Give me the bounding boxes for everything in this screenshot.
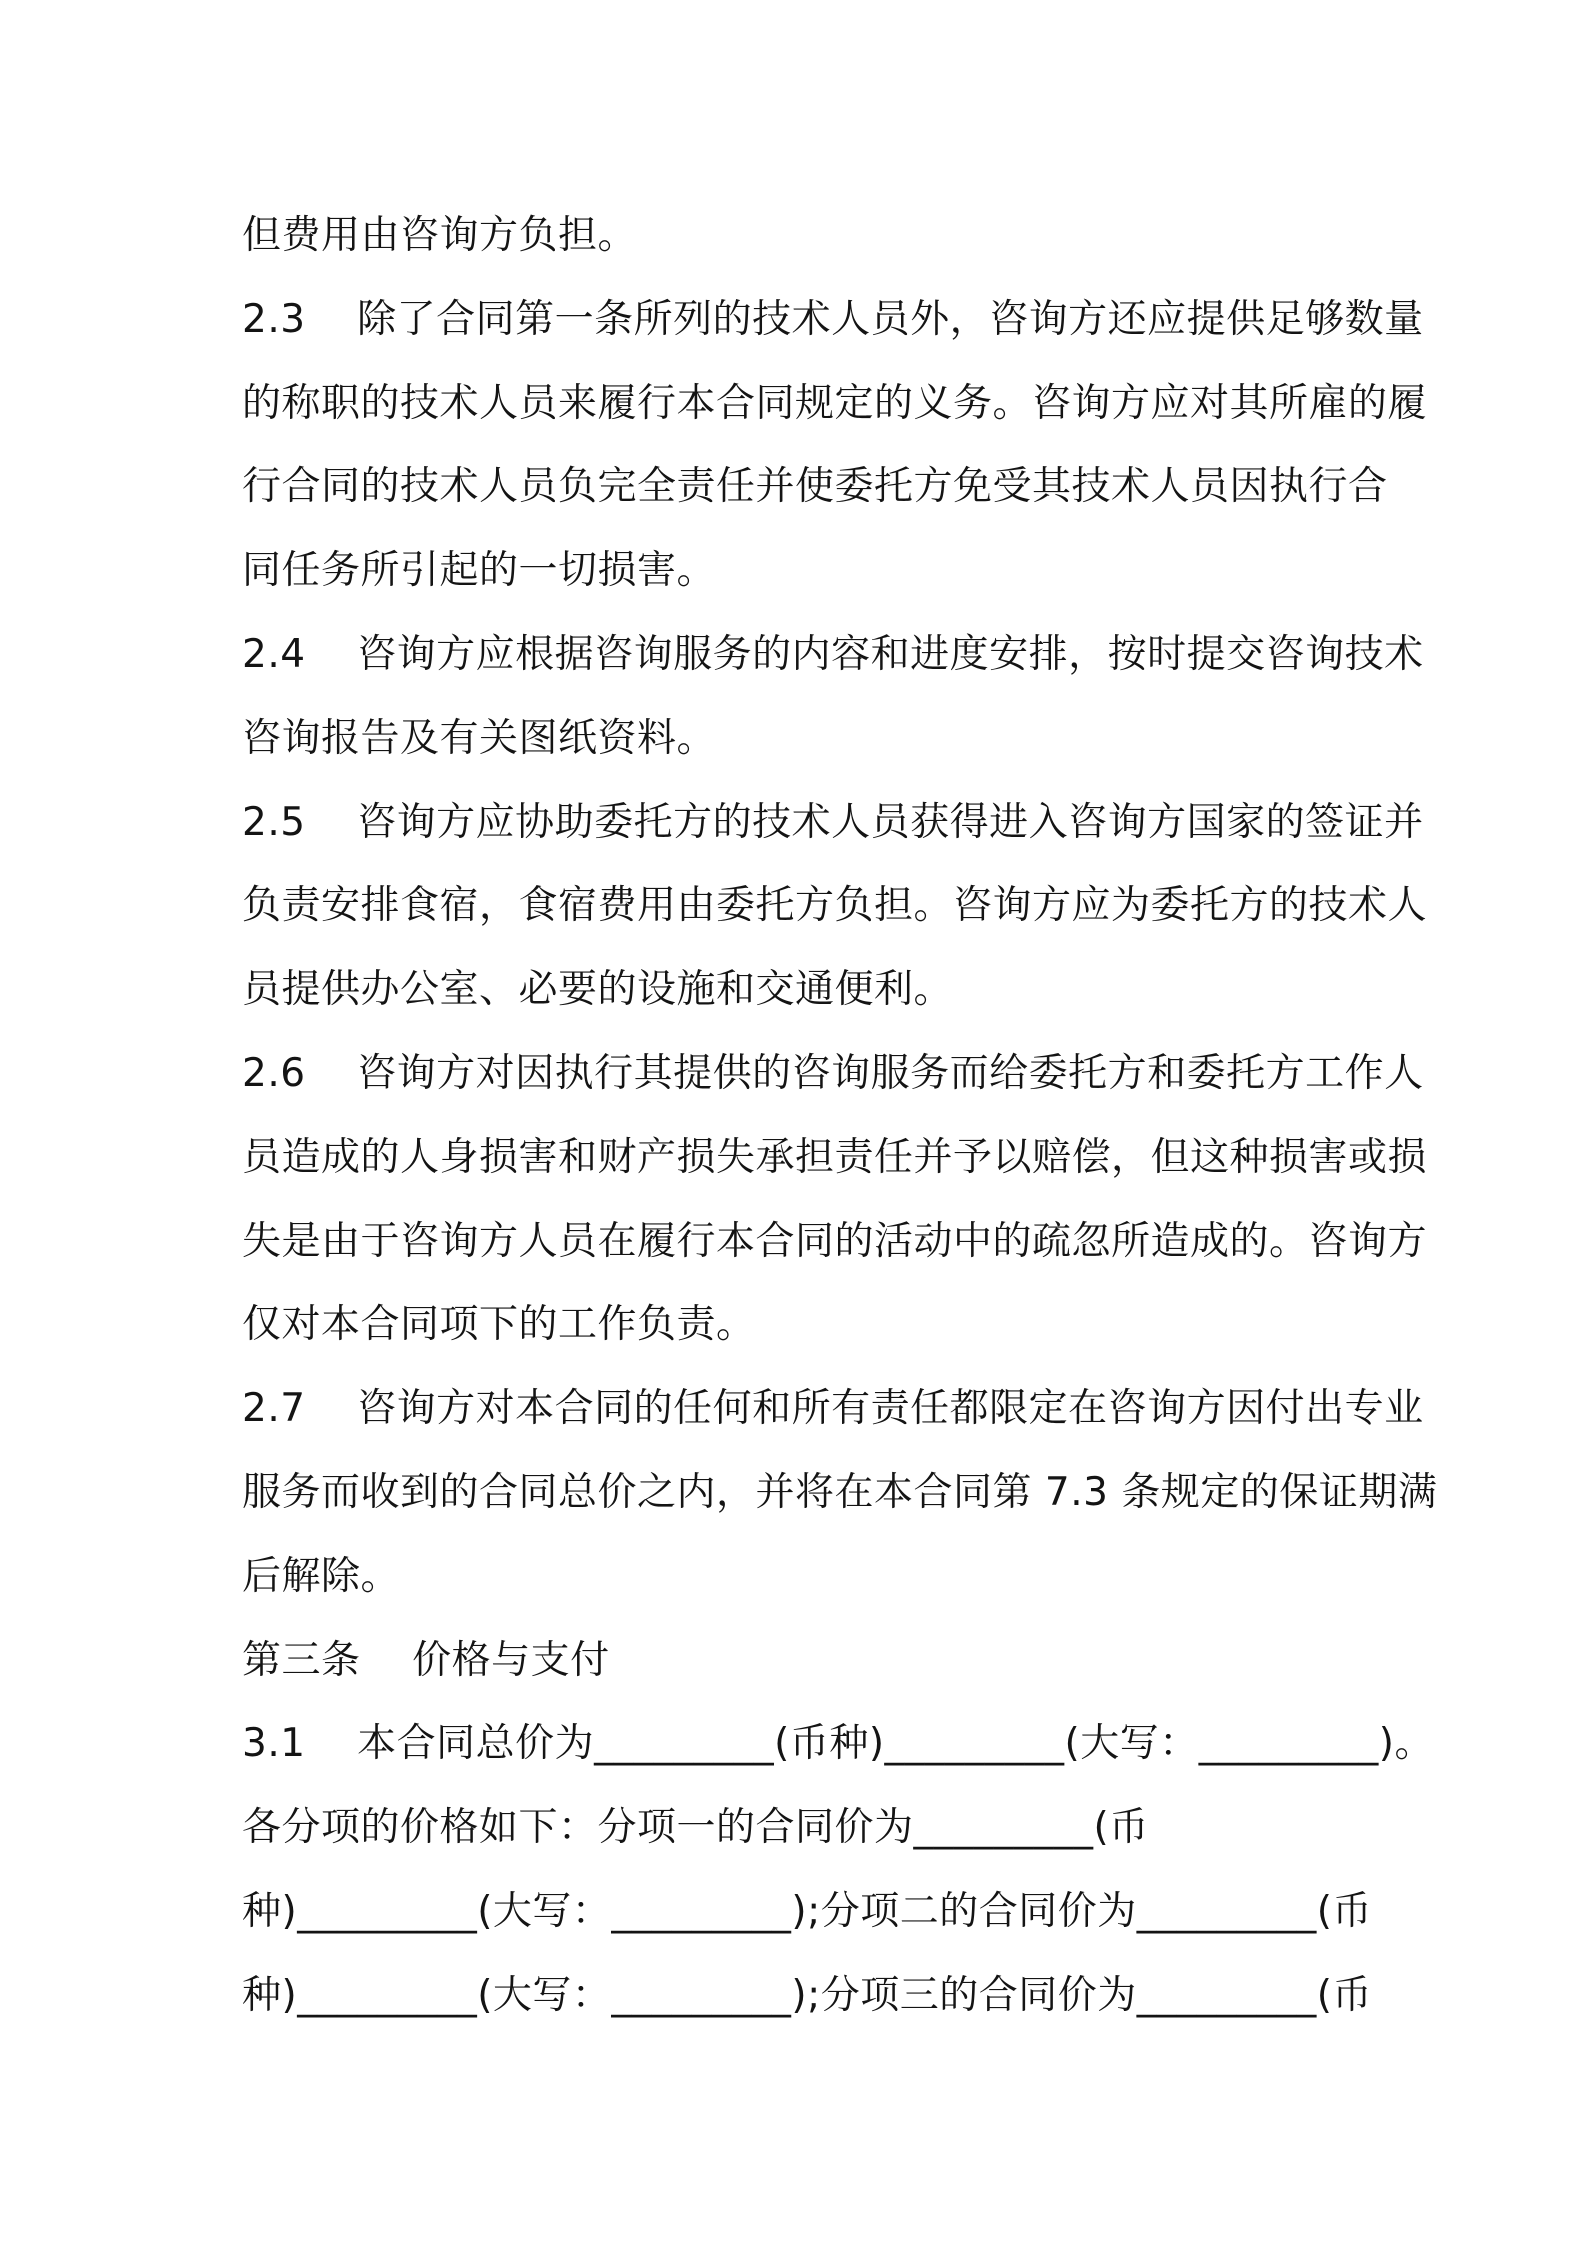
- text-line: 负责安排食宿，食宿费用由委托方负担。咨询方应为委托方的技术人: [242, 883, 1428, 929]
- clause-3-1-line: 3.1 本合同总价为_________(币种)_________(大写：_________)。: [242, 1721, 1434, 1767]
- clause-2-3-line: 2.3 除了合同第一条所列的技术人员外，咨询方还应提供足够数量: [242, 296, 1424, 342]
- text-line: 但费用由咨询方负担。: [242, 213, 638, 258]
- text-line: 行合同的技术人员负完全责任并使委托方免受其技术人员因执行合: [242, 464, 1388, 510]
- text-line: 仅对本合同项下的工作负责。: [242, 1302, 756, 1348]
- text-line: 种)_________(大写：_________);分项二的合同价为_________(币: [242, 1888, 1373, 1934]
- text-line: 各分项的价格如下：分项一的合同价为_________(币: [242, 1805, 1149, 1851]
- text-line: 失是由于咨询方人员在履行本合同的活动中的疏忽所造成的。咨询方: [242, 1218, 1428, 1264]
- text-line: 种)_________(大写：_________);分项三的合同价为_________(币: [242, 1972, 1373, 2018]
- clause-2-6-line: 2.6 咨询方对因执行其提供的咨询服务而给委托方和委托方工作人: [242, 1050, 1424, 1096]
- text-line: 员造成的人身损害和财产损失承担责任并予以赔偿，但这种损害或损: [242, 1134, 1428, 1180]
- clause-2-5-line: 2.5 咨询方应协助委托方的技术人员获得进入咨询方国家的签证并: [242, 799, 1424, 845]
- text-line: 服务而收到的合同总价之内，并将在本合同第 7.3 条规定的保证期满: [242, 1469, 1438, 1515]
- contract-text: [242, 194, 1542, 2038]
- text-line: 员提供办公室、必要的设施和交通便利。: [242, 967, 954, 1013]
- article-3-heading: 第三条 价格与支付: [242, 1637, 610, 1683]
- text-line: 后解除。: [242, 1553, 401, 1599]
- text-line: 咨询报告及有关图纸资料。: [242, 715, 717, 761]
- clause-2-4-line: 2.4 咨询方应根据咨询服务的内容和进度安排，按时提交咨询技术: [242, 631, 1424, 677]
- clause-2-7-line: 2.7 咨询方对本合同的任何和所有责任都限定在咨询方因付出专业: [242, 1386, 1424, 1432]
- text-line: 的称职的技术人员来履行本合同规定的义务。咨询方应对其所雇的履: [242, 380, 1428, 426]
- text-line: 同任务所引起的一切损害。: [242, 548, 717, 594]
